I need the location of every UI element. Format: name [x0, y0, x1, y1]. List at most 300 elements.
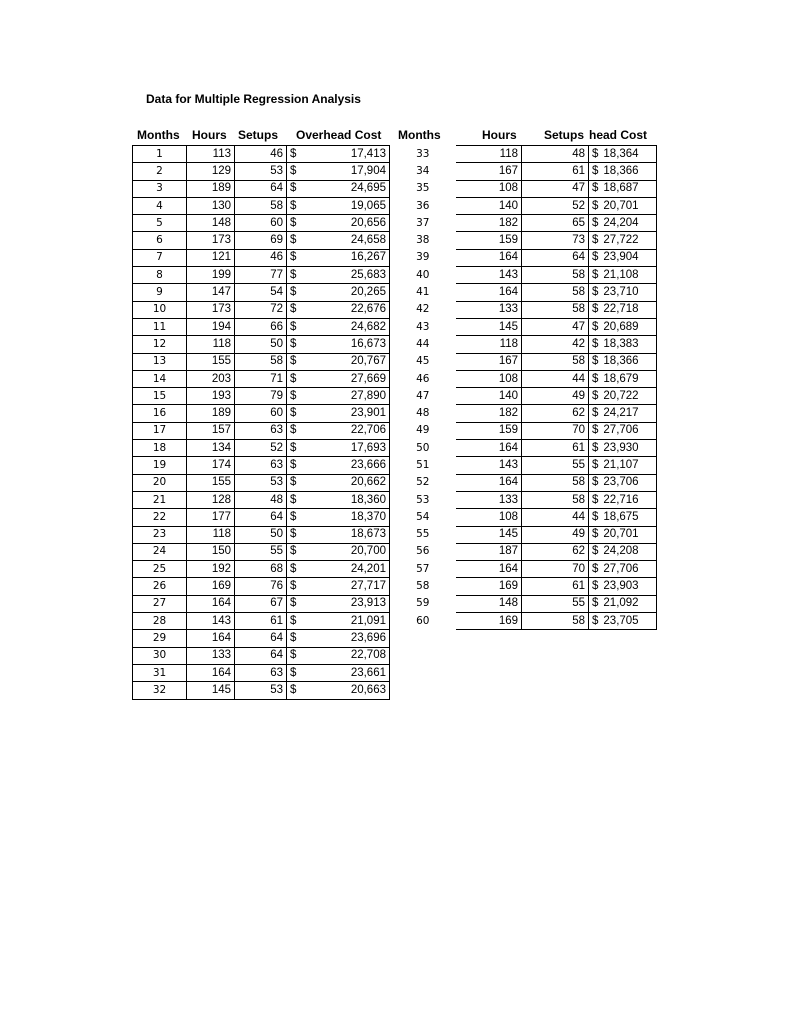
currency-symbol: $ [290, 424, 297, 437]
cell-month: 29 [133, 630, 187, 647]
table-row [390, 318, 657, 335]
cell-month: 19 [133, 457, 187, 474]
cell-setups: 70 [522, 561, 589, 578]
currency-symbol: $ [290, 458, 297, 471]
currency-symbol: $ [592, 147, 599, 160]
cell-month: 9 [133, 284, 187, 301]
header-months-right: Months [398, 128, 441, 142]
overhead-value: 27,669 [350, 372, 386, 385]
cell-month: 34 [390, 163, 456, 180]
overhead-value: 24,695 [350, 182, 386, 195]
cell-hours: 118 [187, 526, 235, 543]
table-row [133, 543, 390, 560]
cell-setups: 71 [235, 370, 287, 387]
currency-symbol: $ [290, 251, 297, 264]
cell-setups: 61 [235, 613, 287, 630]
cell-overhead-cost [589, 197, 657, 214]
cell-hours: 192 [187, 561, 235, 578]
table-row [133, 370, 390, 387]
cell-overhead-cost [589, 543, 657, 560]
cell-hours: 133 [187, 647, 235, 664]
cell-overhead-cost [589, 370, 657, 387]
table-row [133, 215, 390, 232]
overhead-value: 23,705 [603, 614, 639, 627]
currency-symbol: $ [592, 251, 599, 264]
cell-overhead-cost [589, 440, 657, 457]
overhead-value: 22,716 [603, 493, 639, 506]
cell-overhead-cost [589, 215, 657, 232]
cell-setups: 53 [235, 163, 287, 180]
cell-setups: 53 [235, 682, 287, 699]
cell-overhead-cost [589, 474, 657, 491]
overhead-value: 17,904 [350, 164, 386, 177]
overhead-value: 27,717 [350, 580, 386, 593]
cell-overhead-cost [589, 457, 657, 474]
table-row [390, 595, 657, 612]
table-row [390, 578, 657, 595]
cell-hours: 147 [187, 284, 235, 301]
cell-month: 27 [133, 595, 187, 612]
cell-setups: 72 [235, 301, 287, 318]
cell-month: 37 [390, 215, 456, 232]
cell-hours: 145 [456, 318, 522, 335]
cell-overhead-cost [589, 353, 657, 370]
overhead-value: 19,065 [350, 199, 386, 212]
table-row [133, 180, 390, 197]
currency-symbol: $ [592, 268, 599, 281]
cell-overhead-cost [287, 249, 390, 266]
table-row [390, 526, 657, 543]
currency-symbol: $ [592, 355, 599, 368]
cell-month: 26 [133, 578, 187, 595]
cell-month: 48 [390, 405, 456, 422]
cell-setups: 61 [522, 163, 589, 180]
cell-hours: 203 [187, 370, 235, 387]
cell-setups: 58 [522, 284, 589, 301]
overhead-value: 23,661 [350, 666, 386, 679]
overhead-value: 23,710 [603, 286, 639, 299]
cell-overhead-cost [287, 422, 390, 439]
cell-setups: 64 [235, 180, 287, 197]
cell-month: 42 [390, 301, 456, 318]
table-row [133, 405, 390, 422]
cell-hours: 150 [187, 543, 235, 560]
cell-month: 44 [390, 336, 456, 353]
overhead-value: 23,930 [603, 441, 639, 454]
cell-month: 12 [133, 336, 187, 353]
currency-symbol: $ [592, 216, 599, 229]
cell-month: 13 [133, 353, 187, 370]
table-row [390, 146, 657, 163]
currency-symbol: $ [592, 234, 599, 247]
header-setups-left: Setups [238, 128, 279, 142]
currency-symbol: $ [592, 164, 599, 177]
table-row [390, 180, 657, 197]
cell-setups: 61 [522, 578, 589, 595]
cell-month: 8 [133, 267, 187, 284]
cell-hours: 133 [456, 301, 522, 318]
currency-symbol: $ [290, 545, 297, 558]
cell-overhead-cost [287, 197, 390, 214]
currency-symbol: $ [290, 147, 297, 160]
table-row [390, 509, 657, 526]
currency-symbol: $ [592, 320, 599, 333]
cell-setups: 63 [235, 457, 287, 474]
cell-hours: 128 [187, 491, 235, 508]
table-row [390, 284, 657, 301]
table-row [390, 336, 657, 353]
cell-overhead-cost [589, 526, 657, 543]
table-row [390, 301, 657, 318]
table-row [133, 163, 390, 180]
cell-hours: 143 [456, 267, 522, 284]
overhead-value: 20,722 [603, 389, 639, 402]
cell-setups: 55 [522, 457, 589, 474]
currency-symbol: $ [290, 597, 297, 610]
table-row [390, 388, 657, 405]
overhead-value: 20,265 [350, 286, 386, 299]
cell-month: 4 [133, 197, 187, 214]
currency-symbol: $ [592, 545, 599, 558]
cell-setups: 76 [235, 578, 287, 595]
currency-symbol: $ [592, 458, 599, 471]
cell-month: 33 [390, 146, 456, 163]
cell-overhead-cost [589, 318, 657, 335]
cell-setups: 49 [522, 526, 589, 543]
cell-setups: 73 [522, 232, 589, 249]
header-setups-right: Setups [544, 128, 585, 142]
overhead-value: 17,413 [350, 147, 386, 160]
overhead-value: 21,107 [603, 458, 639, 471]
currency-symbol: $ [290, 683, 297, 696]
overhead-value: 20,689 [603, 320, 639, 333]
currency-symbol: $ [592, 182, 599, 195]
table-row [133, 474, 390, 491]
cell-hours: 173 [187, 232, 235, 249]
cell-hours: 145 [187, 682, 235, 699]
overhead-value: 23,901 [350, 407, 386, 420]
cell-setups: 66 [235, 318, 287, 335]
cell-hours: 182 [456, 405, 522, 422]
currency-symbol: $ [290, 164, 297, 177]
table-row [390, 215, 657, 232]
cell-setups: 69 [235, 232, 287, 249]
overhead-value: 20,663 [350, 683, 386, 696]
cell-overhead-cost [287, 578, 390, 595]
table-row [390, 440, 657, 457]
table-row [133, 301, 390, 318]
cell-month: 2 [133, 163, 187, 180]
overhead-value: 21,108 [603, 268, 639, 281]
overhead-value: 27,706 [603, 424, 639, 437]
cell-hours: 133 [456, 491, 522, 508]
overhead-value: 23,696 [350, 631, 386, 644]
currency-symbol: $ [592, 597, 599, 610]
overhead-value: 18,675 [603, 510, 639, 523]
cell-hours: 164 [456, 561, 522, 578]
overhead-value: 20,701 [603, 528, 639, 541]
cell-hours: 189 [187, 180, 235, 197]
table-row [133, 526, 390, 543]
overhead-value: 17,693 [350, 441, 386, 454]
cell-month: 16 [133, 405, 187, 422]
cell-hours: 174 [187, 457, 235, 474]
overhead-value: 24,204 [603, 216, 639, 229]
header-overhead-left: Overhead Cost [296, 128, 382, 142]
overhead-value: 23,706 [603, 476, 639, 489]
cell-overhead-cost [589, 146, 657, 163]
currency-symbol: $ [290, 631, 297, 644]
cell-setups: 52 [522, 197, 589, 214]
table-row [390, 163, 657, 180]
cell-overhead-cost [287, 232, 390, 249]
overhead-value: 20,656 [350, 216, 386, 229]
table-row [390, 267, 657, 284]
cell-hours: 164 [456, 474, 522, 491]
table-row [390, 613, 657, 630]
cell-setups: 55 [235, 543, 287, 560]
cell-hours: 148 [456, 595, 522, 612]
cell-month: 10 [133, 301, 187, 318]
overhead-value: 18,366 [603, 355, 639, 368]
table-row [133, 197, 390, 214]
currency-symbol: $ [290, 320, 297, 333]
currency-symbol: $ [290, 389, 297, 402]
cell-overhead-cost [287, 543, 390, 560]
cell-overhead-cost [287, 647, 390, 664]
cell-month: 7 [133, 249, 187, 266]
cell-hours: 140 [456, 197, 522, 214]
cell-month: 30 [133, 647, 187, 664]
overhead-value: 27,890 [350, 389, 386, 402]
table-row [133, 422, 390, 439]
cell-overhead-cost [589, 232, 657, 249]
cell-month: 15 [133, 388, 187, 405]
cell-overhead-cost [287, 353, 390, 370]
cell-overhead-cost [589, 578, 657, 595]
cell-overhead-cost [287, 301, 390, 318]
cell-setups: 47 [522, 318, 589, 335]
cell-hours: 157 [187, 422, 235, 439]
currency-symbol: $ [592, 389, 599, 402]
overhead-value: 16,673 [350, 337, 386, 350]
cell-hours: 169 [187, 578, 235, 595]
cell-setups: 58 [522, 474, 589, 491]
cell-overhead-cost [287, 630, 390, 647]
cell-overhead-cost [287, 284, 390, 301]
cell-setups: 58 [522, 613, 589, 630]
overhead-value: 22,706 [350, 424, 386, 437]
cell-month: 55 [390, 526, 456, 543]
cell-hours: 164 [456, 440, 522, 457]
cell-overhead-cost [589, 405, 657, 422]
header-months-left: Months [137, 128, 180, 142]
cell-overhead-cost [589, 284, 657, 301]
currency-symbol: $ [290, 476, 297, 489]
cell-setups: 68 [235, 561, 287, 578]
table-row [133, 647, 390, 664]
cell-hours: 167 [456, 163, 522, 180]
cell-month: 54 [390, 509, 456, 526]
cell-overhead-cost [287, 474, 390, 491]
overhead-value: 24,208 [603, 545, 639, 558]
cell-hours: 145 [456, 526, 522, 543]
cell-setups: 70 [522, 422, 589, 439]
cell-hours: 148 [187, 215, 235, 232]
cell-setups: 58 [522, 491, 589, 508]
cell-setups: 50 [235, 526, 287, 543]
overhead-value: 27,706 [603, 562, 639, 575]
overhead-value: 20,767 [350, 355, 386, 368]
table-row [390, 353, 657, 370]
overhead-value: 20,701 [603, 199, 639, 212]
overhead-value: 21,091 [350, 614, 386, 627]
cell-hours: 189 [187, 405, 235, 422]
currency-symbol: $ [290, 666, 297, 679]
cell-setups: 77 [235, 267, 287, 284]
cell-setups: 44 [522, 370, 589, 387]
cell-setups: 44 [522, 509, 589, 526]
cell-month: 35 [390, 180, 456, 197]
cell-overhead-cost [287, 509, 390, 526]
cell-hours: 155 [187, 353, 235, 370]
cell-month: 17 [133, 422, 187, 439]
table-row [133, 664, 390, 681]
cell-setups: 58 [522, 353, 589, 370]
cell-month: 43 [390, 318, 456, 335]
cell-month: 53 [390, 491, 456, 508]
cell-overhead-cost [589, 422, 657, 439]
cell-overhead-cost [287, 405, 390, 422]
currency-symbol: $ [290, 355, 297, 368]
data-table-left [132, 145, 390, 700]
currency-symbol: $ [290, 562, 297, 575]
cell-hours: 167 [456, 353, 522, 370]
table-row [390, 474, 657, 491]
table-row [390, 543, 657, 560]
cell-setups: 65 [522, 215, 589, 232]
currency-symbol: $ [290, 528, 297, 541]
cell-month: 25 [133, 561, 187, 578]
currency-symbol: $ [592, 614, 599, 627]
cell-setups: 60 [235, 215, 287, 232]
cell-setups: 58 [522, 267, 589, 284]
cell-setups: 47 [522, 180, 589, 197]
cell-setups: 53 [235, 474, 287, 491]
header-overhead-right: head Cost [589, 128, 648, 142]
table-row [390, 405, 657, 422]
cell-month: 59 [390, 595, 456, 612]
overhead-value: 24,682 [350, 320, 386, 333]
cell-hours: 164 [187, 630, 235, 647]
currency-symbol: $ [592, 562, 599, 575]
currency-symbol: $ [592, 476, 599, 489]
cell-month: 38 [390, 232, 456, 249]
overhead-value: 24,201 [350, 562, 386, 575]
cell-setups: 42 [522, 336, 589, 353]
cell-month: 31 [133, 664, 187, 681]
cell-month: 45 [390, 353, 456, 370]
cell-overhead-cost [287, 336, 390, 353]
cell-setups: 63 [235, 664, 287, 681]
cell-overhead-cost [287, 682, 390, 699]
cell-overhead-cost [287, 215, 390, 232]
cell-overhead-cost [589, 301, 657, 318]
cell-hours: 199 [187, 267, 235, 284]
currency-symbol: $ [592, 407, 599, 420]
cell-hours: 169 [456, 613, 522, 630]
cell-setups: 46 [235, 146, 287, 163]
cell-month: 50 [390, 440, 456, 457]
overhead-value: 23,913 [350, 597, 386, 610]
overhead-value: 23,666 [350, 458, 386, 471]
cell-month: 22 [133, 509, 187, 526]
cell-overhead-cost [287, 526, 390, 543]
table-row [133, 578, 390, 595]
currency-symbol: $ [592, 493, 599, 506]
currency-symbol: $ [290, 268, 297, 281]
cell-overhead-cost [589, 388, 657, 405]
cell-month: 60 [390, 613, 456, 630]
cell-overhead-cost [589, 249, 657, 266]
cell-month: 28 [133, 613, 187, 630]
overhead-value: 18,687 [603, 182, 639, 195]
table-row [133, 318, 390, 335]
currency-symbol: $ [290, 216, 297, 229]
overhead-value: 18,360 [350, 493, 386, 506]
cell-month: 40 [390, 267, 456, 284]
table-row [390, 491, 657, 508]
currency-symbol: $ [290, 649, 297, 662]
currency-symbol: $ [592, 580, 599, 593]
currency-symbol: $ [290, 580, 297, 593]
cell-setups: 64 [235, 647, 287, 664]
cell-setups: 64 [235, 630, 287, 647]
overhead-value: 22,708 [350, 649, 386, 662]
cell-hours: 108 [456, 180, 522, 197]
cell-overhead-cost [589, 336, 657, 353]
overhead-value: 23,903 [603, 580, 639, 593]
cell-overhead-cost [589, 267, 657, 284]
table-row [133, 284, 390, 301]
overhead-value: 22,718 [603, 303, 639, 316]
cell-hours: 164 [456, 249, 522, 266]
cell-month: 51 [390, 457, 456, 474]
table-row [133, 353, 390, 370]
cell-overhead-cost [287, 595, 390, 612]
table-row [390, 197, 657, 214]
currency-symbol: $ [290, 614, 297, 627]
cell-month: 21 [133, 491, 187, 508]
cell-month: 41 [390, 284, 456, 301]
table-row [133, 595, 390, 612]
cell-hours: 155 [187, 474, 235, 491]
cell-month: 11 [133, 318, 187, 335]
cell-setups: 48 [235, 491, 287, 508]
table-row [133, 336, 390, 353]
overhead-value: 23,904 [603, 251, 639, 264]
cell-hours: 164 [456, 284, 522, 301]
cell-month: 3 [133, 180, 187, 197]
currency-symbol: $ [290, 234, 297, 247]
cell-hours: 143 [187, 613, 235, 630]
table-row [133, 440, 390, 457]
currency-symbol: $ [290, 303, 297, 316]
cell-setups: 58 [522, 301, 589, 318]
cell-setups: 58 [235, 353, 287, 370]
cell-overhead-cost [589, 491, 657, 508]
cell-overhead-cost [287, 664, 390, 681]
